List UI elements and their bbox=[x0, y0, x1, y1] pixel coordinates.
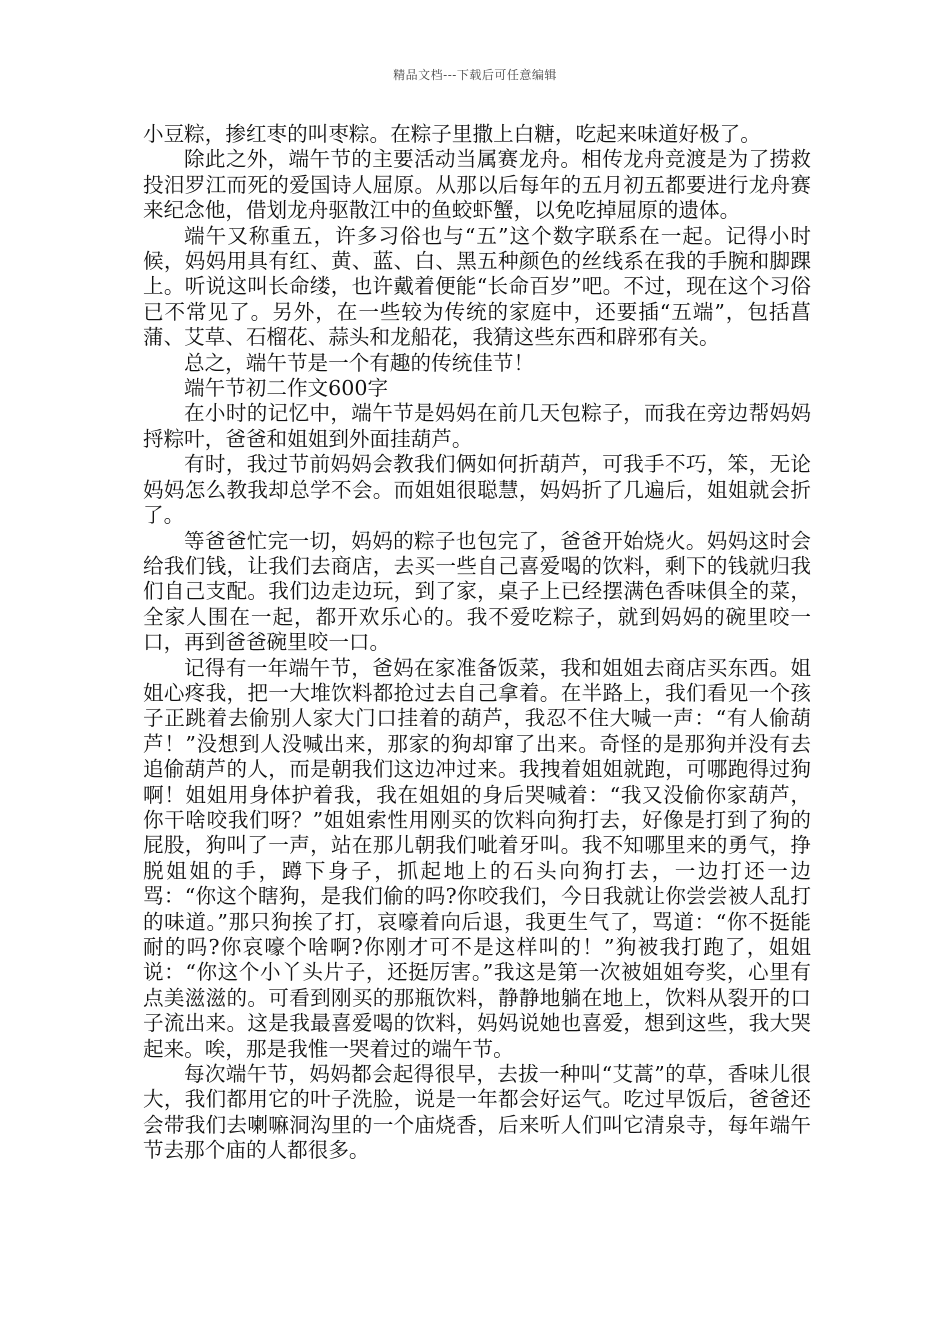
paragraph-8: 等爸爸忙完一切，妈妈的粽子也包完了，爸爸开始烧火。妈妈这时会给我们钱，让我们去商店，去买一些自己喜爱喝的饮料，剩下的钱就归我们自己支配。我们边走边玩，到了家，桌子上已经摆满色香味俱全的菜，全家人围在一起，都开欢乐心的。我不爱吃粽子，就到妈妈的碗里咬一口，再到爸爸碗里咬一口。 bbox=[143, 528, 811, 655]
page-header: 精品文档---下载后可任意编辑 bbox=[393, 68, 557, 82]
paragraph-3: 端午又称重五，许多习俗也与“五”这个数字联系在一起。记得小时候，妈妈用具有红、黄、蓝、白、黑五种颜色的丝线系在我的手腕和脚踝上。听说这叫长命缕，也许戴着便能“长命百岁”吧。不过，现在这个习俗已不常见了。另外，在一些较为传统的家庭中，还要插“五端”，包括菖蒲、艾草、石榴花、蒜头和龙船花，我猜这些东西和辟邪有关。 bbox=[143, 223, 811, 350]
paragraph-9: 记得有一年端午节，爸妈在家准备饭菜，我和姐姐去商店买东西。姐姐心疼我，把一大堆饮料都抢过去自己拿着。在半路上，我们看见一个孩子正跳着去偷别人家大门口挂着的葫芦，我忍不住大喊一声：“有人偷葫芦！”没想到人没喊出来，那家的狗却窜了出来。奇怪的是那狗并没有去追偷葫芦的人，而是朝我们这边冲过来。我拽着姐姐就跑，可哪跑得过狗啊！姐姐用身体护着我，我在姐姐的身后哭喊着：“我又没偷你家葫芦，你干啥咬我们呀？”姐姐索性用刚买的饮料向狗打去，好像是打到了狗的屁股，狗叫了一声，站在那儿朝我们呲着牙叫。我不知哪里来的勇气，挣脱姐姐的手，蹲下身子，抓起地上的石头向狗打去，一边打还一边骂：“你这个瞎狗，是我们偷的吗?你咬我们，今日我就让你尝尝被人乱打的味道。”那只狗挨了打，哀嚎着向后退，我更生气了，骂道：“你不挺能耐的吗?你哀嚎个啥啊?你刚才可不是这样叫的！”狗被我打跑了，姐姐说：“你这个小丫头片子，还挺厉害。”我这是第一次被姐姐夸奖，心里有点美滋滋的。可看到刚买的那瓶饮料，静静地躺在地上，饮料从裂开的口子流出来。这是我最喜爱喝的饮料，妈妈说她也喜爱，想到这些，我大哭起来。唉，那是我惟一哭着过的端午节。 bbox=[143, 655, 811, 1061]
paragraph-4: 总之，端午节是一个有趣的传统佳节！ bbox=[184, 350, 535, 375]
paragraph-6: 在小时的记忆中，端午节是妈妈在前几天包粽子，而我在旁边帮妈妈捋粽叶，爸爸和姐姐到外面挂葫芦。 bbox=[143, 401, 811, 451]
paragraph-10: 每次端午节，妈妈都会起得很早，去拔一种叫“艾蒿”的草，香味儿很大，我们都用它的叶子洗脸，说是一年都会好运气。吃过早饭后，爸爸还会带我们去喇嘛洞沟里的一个庙烧香，后来听人们叫它清泉寺，每年端午节去那个庙的人都很多。 bbox=[143, 1062, 811, 1163]
paragraph-2: 除此之外，端午节的主要活动当属赛龙舟。相传龙舟竞渡是为了捞救投汨罗江而死的爱国诗人屈原。从那以后每年的五月初五都要进行龙舟赛来纪念他，借划龙舟驱散江中的鱼蛟虾蟹，以免吃掉屈原的遗体。 bbox=[143, 147, 811, 223]
paragraph-7: 有时，我过节前妈妈会教我们俩如何折葫芦，可我手不巧，笨，无论妈妈怎么教我却总学不会。而姐姐很聪慧，妈妈折了几遍后，姐姐就会折了。 bbox=[143, 452, 811, 528]
essay-title: 端午节初二作文600字 bbox=[184, 376, 389, 401]
paragraph-1: 小豆粽，掺红枣的叫枣粽。在粽子里撒上白糖，吃起来味道好极了。 bbox=[143, 122, 761, 146]
document-body bbox=[143, 122, 811, 1164]
